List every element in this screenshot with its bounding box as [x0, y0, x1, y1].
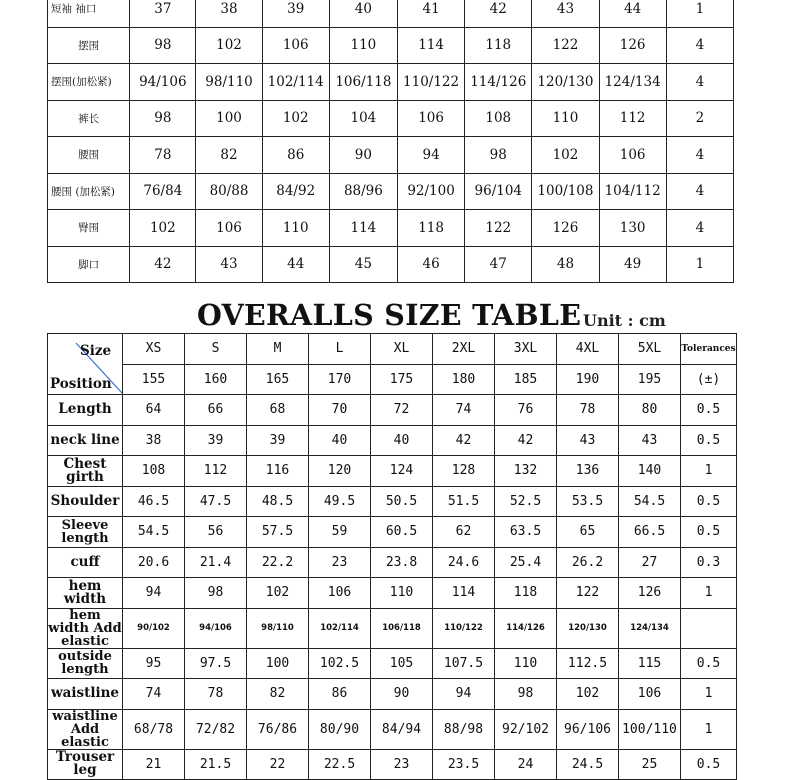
table-cell: 114/126 [495, 608, 557, 648]
table-row [48, 648, 737, 679]
table-cell: 106/118 [329, 64, 397, 101]
table-cell: 78 [130, 137, 196, 174]
size-header: S [185, 334, 247, 365]
table-cell: 42 [130, 246, 196, 283]
tolerance-cell: 4 [666, 173, 733, 210]
table-cell: 114 [433, 578, 495, 609]
table-cell: 21.5 [185, 749, 247, 780]
table-cell: 102.5 [309, 648, 371, 679]
tolerance-cell: 4 [666, 64, 733, 101]
size-header: 2XL [433, 334, 495, 365]
table-cell: 53.5 [557, 486, 619, 517]
table-row [48, 395, 737, 426]
table-cell: 96/104 [465, 173, 532, 210]
table-cell: 102 [532, 137, 599, 174]
table-cell: 105 [371, 648, 433, 679]
height-cell: 165 [247, 364, 309, 395]
table-cell: 68 [247, 395, 309, 426]
table-cell: 76/86 [247, 709, 309, 749]
position-label: Length [48, 395, 123, 426]
table-cell: 90/102 [123, 608, 185, 648]
size-header: XS [123, 334, 185, 365]
table-row [48, 246, 734, 283]
table-cell: 114 [397, 27, 464, 64]
title-bar [47, 300, 736, 334]
table-cell: 98 [130, 27, 196, 64]
position-label: outside length [48, 648, 123, 679]
position-label: hem width [48, 578, 123, 609]
corner-cell [48, 334, 123, 395]
table-cell: 74 [123, 679, 185, 710]
tolerance-cell: 1 [666, 246, 733, 283]
table-cell: 120/130 [557, 608, 619, 648]
table-cell: 25.4 [495, 547, 557, 578]
table-cell: 108 [465, 100, 532, 137]
table-row [48, 64, 734, 101]
table-cell: 110/122 [397, 64, 464, 101]
table-cell: 120 [309, 456, 371, 487]
table-cell: 78 [185, 679, 247, 710]
table-cell: 64 [123, 395, 185, 426]
table-cell: 63.5 [495, 517, 557, 548]
table-cell: 44 [599, 0, 666, 27]
table-row [48, 0, 734, 27]
table-cell: 82 [247, 679, 309, 710]
table-row [48, 749, 737, 780]
table-cell: 46.5 [123, 486, 185, 517]
table-cell: 54.5 [123, 517, 185, 548]
row-label: 裤长 [48, 100, 130, 137]
table-cell: 47 [465, 246, 532, 283]
table-cell: 130 [599, 210, 666, 247]
table-cell: 49 [599, 246, 666, 283]
table-cell: 98 [130, 100, 196, 137]
table-cell: 57.5 [247, 517, 309, 548]
table-cell: 106 [599, 137, 666, 174]
table-cell: 94 [433, 679, 495, 710]
table-cell: 22.5 [309, 749, 371, 780]
table-cell: 23 [371, 749, 433, 780]
tolerance-cell: 0.5 [681, 648, 737, 679]
table-cell: 66 [185, 395, 247, 426]
height-cell: 170 [309, 364, 371, 395]
row-label: 腰围 (加松紧) [48, 173, 130, 210]
table-cell: 114/126 [465, 64, 532, 101]
table-cell: 80 [619, 395, 681, 426]
table-cell: 84/94 [371, 709, 433, 749]
table-row [48, 547, 737, 578]
table-cell: 112.5 [557, 648, 619, 679]
table-cell: 76/84 [130, 173, 196, 210]
header-row [48, 334, 737, 365]
table-cell: 22.2 [247, 547, 309, 578]
overalls-size-table [47, 333, 737, 780]
table-cell: 27 [619, 547, 681, 578]
table-cell: 49.5 [309, 486, 371, 517]
table-cell: 92/102 [495, 709, 557, 749]
table-cell: 72 [371, 395, 433, 426]
row-label: 摆围(加松紧) [48, 64, 130, 101]
table-cell: 98/110 [247, 608, 309, 648]
row-label: 臀围 [48, 210, 130, 247]
table-cell: 74 [433, 395, 495, 426]
table-cell: 122 [465, 210, 532, 247]
table-row [48, 709, 737, 749]
table-cell: 22 [247, 749, 309, 780]
table-cell: 100 [247, 648, 309, 679]
table-cell: 38 [123, 425, 185, 456]
tolerance-cell: 1 [681, 578, 737, 609]
table-cell: 47.5 [185, 486, 247, 517]
table-cell: 98/110 [196, 64, 262, 101]
table-cell: 62 [433, 517, 495, 548]
table-cell: 68/78 [123, 709, 185, 749]
table-cell: 90 [371, 679, 433, 710]
height-cell: 155 [123, 364, 185, 395]
tolerances-header: Tolerances [681, 334, 737, 365]
table-cell: 40 [309, 425, 371, 456]
table-cell: 86 [262, 137, 329, 174]
table-cell: 118 [465, 27, 532, 64]
tolerance-cell [681, 608, 737, 648]
tolerance-cell: 1 [666, 0, 733, 27]
position-label: hem width Add elastic [48, 608, 122, 648]
table-cell: 23.8 [371, 547, 433, 578]
position-label: Chest girth [48, 456, 123, 487]
table-cell: 110/122 [433, 608, 495, 648]
tolerance-cell: 0.5 [681, 395, 737, 426]
table-cell: 102 [196, 27, 262, 64]
table-cell: 60.5 [371, 517, 433, 548]
table-cell: 48.5 [247, 486, 309, 517]
table-cell: 104 [329, 100, 397, 137]
height-cell: 190 [557, 364, 619, 395]
table-row [48, 517, 737, 548]
table-cell: 115 [619, 648, 681, 679]
size-header: L [309, 334, 371, 365]
table-cell: 116 [247, 456, 309, 487]
size-header: 5XL [619, 334, 681, 365]
table-cell: 98 [495, 679, 557, 710]
table-cell: 112 [185, 456, 247, 487]
table-cell: 106 [262, 27, 329, 64]
size-header: M [247, 334, 309, 365]
size-header: 4XL [557, 334, 619, 365]
table-cell: 110 [329, 27, 397, 64]
table-cell: 25 [619, 749, 681, 780]
table-cell: 94 [123, 578, 185, 609]
table-row [48, 608, 737, 648]
table-cell: 108 [123, 456, 185, 487]
table-cell: 51.5 [433, 486, 495, 517]
row-label: 短袖 袖口 [48, 0, 130, 27]
row-label: 摆围 [48, 27, 130, 64]
height-cell: 195 [619, 364, 681, 395]
table-cell: 94 [397, 137, 464, 174]
table-cell: 26.2 [557, 547, 619, 578]
table-cell: 39 [247, 425, 309, 456]
table-cell: 124/134 [619, 608, 681, 648]
table-cell: 59 [309, 517, 371, 548]
table-cell: 126 [599, 27, 666, 64]
table-cell: 97.5 [185, 648, 247, 679]
tolerance-cell: 1 [681, 679, 737, 710]
tolerance-cell: 4 [666, 210, 733, 247]
height-cell: 180 [433, 364, 495, 395]
tolerance-cell: 0.5 [681, 749, 737, 780]
table-cell: 132 [495, 456, 557, 487]
table-cell: 42 [495, 425, 557, 456]
table-cell: 24.6 [433, 547, 495, 578]
table-row [48, 679, 737, 710]
table-cell: 122 [532, 27, 599, 64]
table-cell: 23.5 [433, 749, 495, 780]
table-cell: 122 [557, 578, 619, 609]
table-cell: 110 [495, 648, 557, 679]
table-cell: 84/92 [262, 173, 329, 210]
table-cell: 110 [262, 210, 329, 247]
table-cell: 80/90 [309, 709, 371, 749]
position-label: neck line [48, 425, 123, 456]
table-cell: 80/88 [196, 173, 262, 210]
table-cell: 78 [557, 395, 619, 426]
table-cell: 52.5 [495, 486, 557, 517]
size-header: XL [371, 334, 433, 365]
table-cell: 43 [557, 425, 619, 456]
table-cell: 95 [123, 648, 185, 679]
table-cell: 50.5 [371, 486, 433, 517]
table-cell: 43 [196, 246, 262, 283]
table-cell: 98 [185, 578, 247, 609]
table-cell: 46 [397, 246, 464, 283]
tolerance-cell: 0.5 [681, 486, 737, 517]
table-row [48, 486, 737, 517]
table-cell: 118 [495, 578, 557, 609]
table-cell: 76 [495, 395, 557, 426]
position-label: waistline [48, 679, 123, 710]
table-cell: 102 [557, 679, 619, 710]
corner-size-label: Size [80, 342, 112, 359]
chinese-size-table [47, 0, 734, 283]
table-cell: 124 [371, 456, 433, 487]
table-cell: 90 [329, 137, 397, 174]
table-cell: 114 [329, 210, 397, 247]
table-cell: 88/96 [329, 173, 397, 210]
height-cell: 185 [495, 364, 557, 395]
table-cell: 24 [495, 749, 557, 780]
tolerance-cell: 0.5 [681, 425, 737, 456]
tolerance-cell: 1 [681, 456, 737, 487]
position-label: Shoulder [48, 486, 123, 517]
table-cell: 102 [262, 100, 329, 137]
row-label: 脚口 [48, 246, 130, 283]
tolerance-symbol: (±) [681, 364, 737, 395]
table-cell: 45 [329, 246, 397, 283]
table-cell: 118 [397, 210, 464, 247]
table-cell: 104/112 [599, 173, 666, 210]
table-row [48, 173, 734, 210]
table-cell: 106 [619, 679, 681, 710]
table-row [48, 137, 734, 174]
table-cell: 38 [196, 0, 262, 27]
height-row [48, 364, 737, 395]
table-cell: 112 [599, 100, 666, 137]
table-row [48, 27, 734, 64]
table-cell: 92/100 [397, 173, 464, 210]
table-cell: 40 [329, 0, 397, 27]
table-cell: 106 [397, 100, 464, 137]
table-cell: 107.5 [433, 648, 495, 679]
table-cell: 39 [185, 425, 247, 456]
table-cell: 106/118 [371, 608, 433, 648]
height-cell: 175 [371, 364, 433, 395]
table-cell: 24.5 [557, 749, 619, 780]
table-cell: 43 [619, 425, 681, 456]
table-cell: 126 [532, 210, 599, 247]
table-cell: 66.5 [619, 517, 681, 548]
table-cell: 44 [262, 246, 329, 283]
table-cell: 65 [557, 517, 619, 548]
tolerance-cell: 4 [666, 27, 733, 64]
table-cell: 110 [532, 100, 599, 137]
position-label: Sleeve length [48, 517, 123, 548]
table-cell: 102 [130, 210, 196, 247]
table-cell: 106 [196, 210, 262, 247]
table-cell: 140 [619, 456, 681, 487]
table-title: OVERALLS SIZE TABLE [197, 298, 582, 332]
size-header: 3XL [495, 334, 557, 365]
position-label: waistline Add elastic [48, 709, 123, 749]
height-cell: 160 [185, 364, 247, 395]
tolerance-cell: 2 [666, 100, 733, 137]
unit-label: Unit : cm [583, 311, 666, 330]
table-cell: 43 [532, 0, 599, 27]
table-cell: 124/134 [599, 64, 666, 101]
table-cell: 41 [397, 0, 464, 27]
table-cell: 42 [465, 0, 532, 27]
table-cell: 120/130 [532, 64, 599, 101]
table-cell: 70 [309, 395, 371, 426]
table-row [48, 425, 737, 456]
table-cell: 21.4 [185, 547, 247, 578]
table-cell: 94/106 [130, 64, 196, 101]
row-label: 腰围 [48, 137, 130, 174]
table-cell: 100 [196, 100, 262, 137]
table-cell: 126 [619, 578, 681, 609]
corner-position-label: Position [50, 375, 112, 392]
table-cell: 39 [262, 0, 329, 27]
position-label: cuff [48, 547, 123, 578]
table-cell: 100/108 [532, 173, 599, 210]
tolerance-cell: 0.5 [681, 517, 737, 548]
table-cell: 102/114 [309, 608, 371, 648]
table-cell: 21 [123, 749, 185, 780]
table-cell: 54.5 [619, 486, 681, 517]
table-cell: 86 [309, 679, 371, 710]
table-row [48, 578, 737, 609]
table-cell: 56 [185, 517, 247, 548]
table-cell: 102 [247, 578, 309, 609]
table-cell: 102/114 [262, 64, 329, 101]
table-cell: 40 [371, 425, 433, 456]
table-cell: 88/98 [433, 709, 495, 749]
table-cell: 48 [532, 246, 599, 283]
tolerance-cell: 1 [681, 709, 737, 749]
table-cell: 94/106 [185, 608, 247, 648]
table-cell: 100/110 [619, 709, 681, 749]
table-cell: 82 [196, 137, 262, 174]
table-cell: 136 [557, 456, 619, 487]
table-cell: 106 [309, 578, 371, 609]
table-cell: 98 [465, 137, 532, 174]
table-cell: 20.6 [123, 547, 185, 578]
table-row [48, 210, 734, 247]
table-cell: 37 [130, 0, 196, 27]
table-row [48, 456, 737, 487]
tolerance-cell: 4 [666, 137, 733, 174]
table-cell: 72/82 [185, 709, 247, 749]
table-cell: 23 [309, 547, 371, 578]
position-label: Trouser leg [48, 749, 123, 780]
table-cell: 128 [433, 456, 495, 487]
table-row [48, 100, 734, 137]
table-cell: 42 [433, 425, 495, 456]
table-cell: 110 [371, 578, 433, 609]
tolerance-cell: 0.3 [681, 547, 737, 578]
table-cell: 96/106 [557, 709, 619, 749]
